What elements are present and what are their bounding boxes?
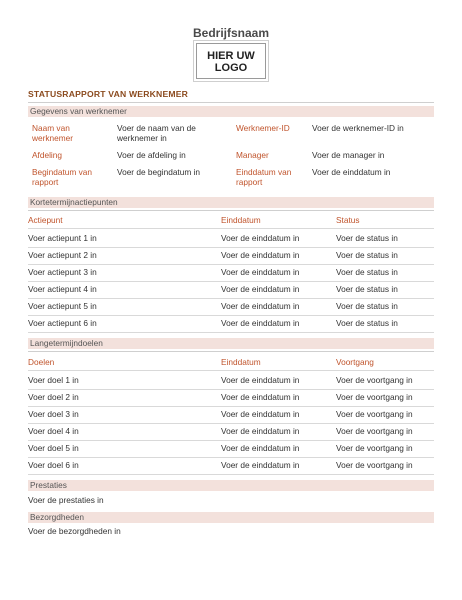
cell-goal[interactable]: Voer doel 3 in [28, 409, 79, 419]
col-header-status: Status [336, 215, 360, 225]
value-employee-name[interactable]: Voer de naam van de werknemer in [117, 123, 196, 143]
value-start-date[interactable]: Voer de begindatum in [117, 167, 201, 177]
cell-action[interactable]: Voer actiepunt 5 in [28, 301, 97, 311]
value-end-date[interactable]: Voer de einddatum in [312, 167, 391, 177]
logo-placeholder [196, 43, 266, 79]
row-divider [28, 315, 434, 316]
value-department[interactable]: Voer de afdeling in [117, 150, 186, 160]
cell-goal[interactable]: Voer doel 4 in [28, 426, 79, 436]
value-manager[interactable]: Voer de manager in [312, 150, 385, 160]
long-term-header-divider [28, 351, 434, 352]
label-start-date: Begindatum van rapport [32, 167, 92, 187]
cell-progress[interactable]: Voer de voortgang in [336, 392, 413, 402]
cell-action[interactable]: Voer actiepunt 2 in [28, 250, 97, 260]
cell-status[interactable]: Voer de status in [336, 318, 398, 328]
row-divider [28, 474, 434, 475]
cell-end-date[interactable]: Voer de einddatum in [221, 318, 300, 328]
cell-end-date[interactable]: Voer de einddatum in [221, 443, 300, 453]
logo-line-2: LOGO [214, 61, 248, 74]
cell-action[interactable]: Voer actiepunt 3 in [28, 267, 97, 277]
col-header-end-date-long: Einddatum [221, 357, 261, 367]
cell-progress[interactable]: Voer de voortgang in [336, 426, 413, 436]
logo-line-1: HIER UW [207, 49, 255, 62]
section-concerns: Bezorgdheden [28, 512, 434, 523]
cell-end-date[interactable]: Voer de einddatum in [221, 267, 300, 277]
cell-progress[interactable]: Voer de voortgang in [336, 409, 413, 419]
cell-end-date[interactable]: Voer de einddatum in [221, 409, 300, 419]
cell-end-date[interactable]: Voer de einddatum in [221, 250, 300, 260]
value-employee-id[interactable]: Voer de werknemer-ID in [312, 123, 404, 133]
row-divider [28, 332, 434, 333]
section-achievements: Prestaties [28, 480, 434, 491]
row-divider [28, 370, 434, 371]
cell-status[interactable]: Voer de status in [336, 233, 398, 243]
concerns-value[interactable]: Voer de bezorgdheden in [28, 526, 121, 536]
cell-status[interactable]: Voer de status in [336, 267, 398, 277]
cell-end-date[interactable]: Voer de einddatum in [221, 426, 300, 436]
section-employee: Gegevens van werknemer [28, 106, 434, 117]
label-employee-id: Werknemer-ID [236, 123, 290, 133]
section-long-term: Langetermijndoelen [28, 338, 434, 349]
cell-status[interactable]: Voer de status in [336, 301, 398, 311]
cell-progress[interactable]: Voer de voortgang in [336, 443, 413, 453]
section-short-term: Kortetermijnactiepunten [28, 197, 434, 208]
row-divider [28, 389, 434, 390]
row-divider [28, 281, 434, 282]
cell-status[interactable]: Voer de status in [336, 250, 398, 260]
cell-progress[interactable]: Voer de voortgang in [336, 375, 413, 385]
cell-action[interactable]: Voer actiepunt 1 in [28, 233, 97, 243]
cell-goal[interactable]: Voer doel 6 in [28, 460, 79, 470]
cell-end-date[interactable]: Voer de einddatum in [221, 301, 300, 311]
cell-status[interactable]: Voer de status in [336, 284, 398, 294]
row-divider [28, 457, 434, 458]
col-header-action: Actiepunt [28, 215, 63, 225]
cell-progress[interactable]: Voer de voortgang in [336, 460, 413, 470]
row-divider [28, 406, 434, 407]
row-divider [28, 228, 434, 229]
cell-end-date[interactable]: Voer de einddatum in [221, 233, 300, 243]
row-divider [28, 264, 434, 265]
label-manager: Manager [236, 150, 269, 160]
cell-end-date[interactable]: Voer de einddatum in [221, 375, 300, 385]
report-title: STATUSRAPPORT VAN WERKNEMER [28, 89, 189, 99]
cell-goal[interactable]: Voer doel 1 in [28, 375, 79, 385]
cell-goal[interactable]: Voer doel 5 in [28, 443, 79, 453]
label-end-date: Einddatum van rapport [236, 167, 292, 187]
col-header-goals: Doelen [28, 357, 55, 367]
cell-end-date[interactable]: Voer de einddatum in [221, 392, 300, 402]
cell-action[interactable]: Voer actiepunt 4 in [28, 284, 97, 294]
row-divider [28, 440, 434, 441]
label-employee-name: Naam van werknemer [32, 123, 74, 143]
col-header-end-date: Einddatum [221, 215, 261, 225]
cell-end-date[interactable]: Voer de einddatum in [221, 460, 300, 470]
row-divider [28, 247, 434, 248]
cell-goal[interactable]: Voer doel 2 in [28, 392, 79, 402]
short-term-header-divider [28, 210, 434, 211]
col-header-progress: Voortgang [336, 357, 374, 367]
cell-action[interactable]: Voer actiepunt 6 in [28, 318, 97, 328]
cell-end-date[interactable]: Voer de einddatum in [221, 284, 300, 294]
title-divider [28, 102, 434, 103]
achievements-value[interactable]: Voer de prestaties in [28, 495, 104, 505]
row-divider [28, 298, 434, 299]
label-department: Afdeling [32, 150, 62, 160]
company-name: Bedrijfsnaam [192, 26, 270, 40]
row-divider [28, 423, 434, 424]
